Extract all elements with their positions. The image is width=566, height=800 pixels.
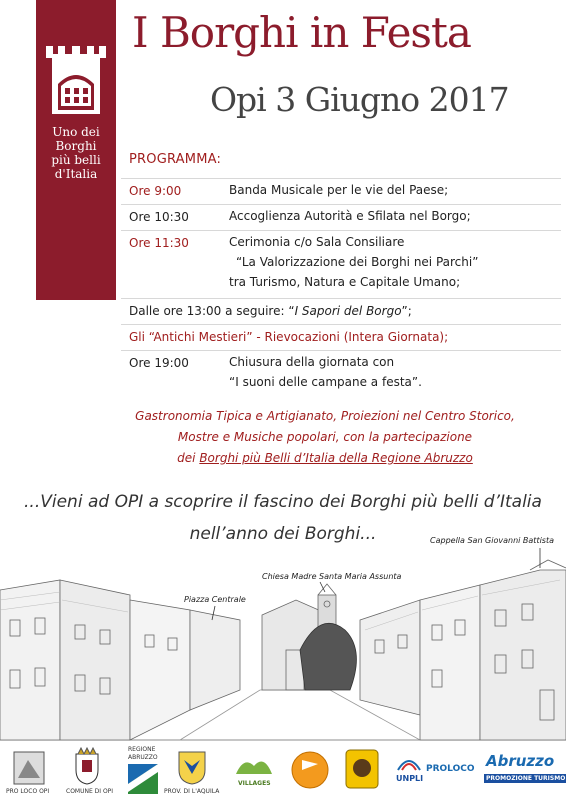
villages-caption: VILLAGES xyxy=(238,780,271,787)
borghi-abruzzo-link: Borghi più Belli d’Italia della Regione Abruzzo xyxy=(199,451,473,465)
program-desc-line: Banda Musicale per le vie del Paese; xyxy=(229,183,449,197)
unpli-caption: UNPLI xyxy=(396,774,424,783)
sapori-title: I Sapori del Borgo xyxy=(294,304,402,318)
abruzzo-wordmark: Abruzzo xyxy=(486,752,555,770)
provincia-aquila-crest-icon xyxy=(176,746,208,786)
cappella-label: Cappella San Giovanni Battista xyxy=(430,536,555,545)
pro-loco-opi-caption: PRO LOCO OPI xyxy=(6,788,50,795)
tagline-line: Borghi xyxy=(55,139,97,153)
program-row xyxy=(121,204,561,230)
program-desc xyxy=(229,180,559,200)
comune-di-opi-crest-icon xyxy=(72,746,102,786)
program-desc-line: Accoglienza Autorità e Sfilata nel Borgo; xyxy=(229,209,471,223)
regione-abruzzo-logo xyxy=(128,764,158,794)
program-time: Ore 11:30 xyxy=(129,236,189,250)
program-row xyxy=(121,230,561,298)
program-time: Ore 10:30 xyxy=(129,210,189,224)
program-time: Ore 9:00 xyxy=(129,184,182,198)
gastronomia-line xyxy=(100,448,550,469)
program-desc xyxy=(229,232,559,292)
program-desc-line: tra Turismo, Natura e Capitale Umano; xyxy=(229,275,461,289)
programma-heading: PROGRAMMA: xyxy=(129,152,222,167)
village-sketch-illustration xyxy=(0,540,566,742)
program-desc-line: Chiusura della giornata con xyxy=(229,355,395,369)
chiesa-label: Chiesa Madre Santa Maria Assunta xyxy=(262,572,402,581)
sapori-del-borgo xyxy=(129,304,559,318)
regione-name-caption: ABRUZZO xyxy=(128,754,158,761)
sponsor-logos xyxy=(0,746,566,800)
unpli-logo xyxy=(396,752,422,772)
program-row xyxy=(121,324,561,350)
program-desc-line: Cerimonia c/o Sala Consiliare xyxy=(229,235,405,249)
promozione-turismo-caption: PROMOZIONE TURISMO xyxy=(486,775,566,782)
event-date: Opi 3 Giugno 2017 xyxy=(210,80,509,119)
sapori-prefix: Dalle ore 13:00 a seguire: “ xyxy=(129,304,295,318)
program-row xyxy=(121,178,561,204)
pro-loco-opi-logo xyxy=(12,748,46,786)
comune-caption: COMUNE DI OPI xyxy=(66,788,114,795)
tagline-line: d'Italia xyxy=(54,167,98,181)
vieni-line: ...Vieni ad OPI a scoprire il fascino dei Borghi più belli d’Italia xyxy=(24,492,542,512)
villages-tra-le-terre-logo xyxy=(234,752,274,778)
gastronomia-text xyxy=(100,406,550,469)
castle-tower-icon xyxy=(44,40,108,118)
program-desc xyxy=(229,352,559,392)
antichi-mestieri: Gli “Antichi Mestieri” - Rievocazioni (Intera Giornata); xyxy=(129,330,449,344)
vieni-line: nell’anno dei Borghi... xyxy=(189,524,377,544)
banner-tagline xyxy=(36,125,116,181)
program-time: Ore 19:00 xyxy=(129,356,189,370)
tagline-line: Uno dei xyxy=(52,125,100,139)
program-desc xyxy=(229,206,559,226)
program-desc-line: “La Valorizzazione dei Borghi nei Parchi” xyxy=(236,255,479,269)
regione-top-caption: REGIONE xyxy=(128,746,156,753)
program-desc-line: “I suoni delle campane a festa”. xyxy=(229,375,422,389)
bandiera-arancione-logo xyxy=(290,750,330,790)
gastronomia-line: Mostre e Musiche popolari, con la partecipazione xyxy=(177,430,473,444)
proloco-caption: PROLOCO xyxy=(426,764,475,774)
borghi-belli-banner xyxy=(36,0,116,300)
page-title: I Borghi in Festa xyxy=(132,8,471,57)
piazza-label: Piazza Centrale xyxy=(184,595,246,604)
tagline-line: più belli xyxy=(51,153,101,167)
program-row xyxy=(121,350,561,398)
parco-nazionale-logo xyxy=(344,748,380,790)
program-row xyxy=(121,298,561,324)
sapori-suffix: ”; xyxy=(401,304,412,318)
provincia-caption: PROV. DI L'AQUILA xyxy=(164,788,220,795)
gastronomia-line: Gastronomia Tipica e Artigianato, Proiezioni nel Centro Storico, xyxy=(135,409,515,423)
gastronomia-prefix: dei xyxy=(177,451,200,465)
